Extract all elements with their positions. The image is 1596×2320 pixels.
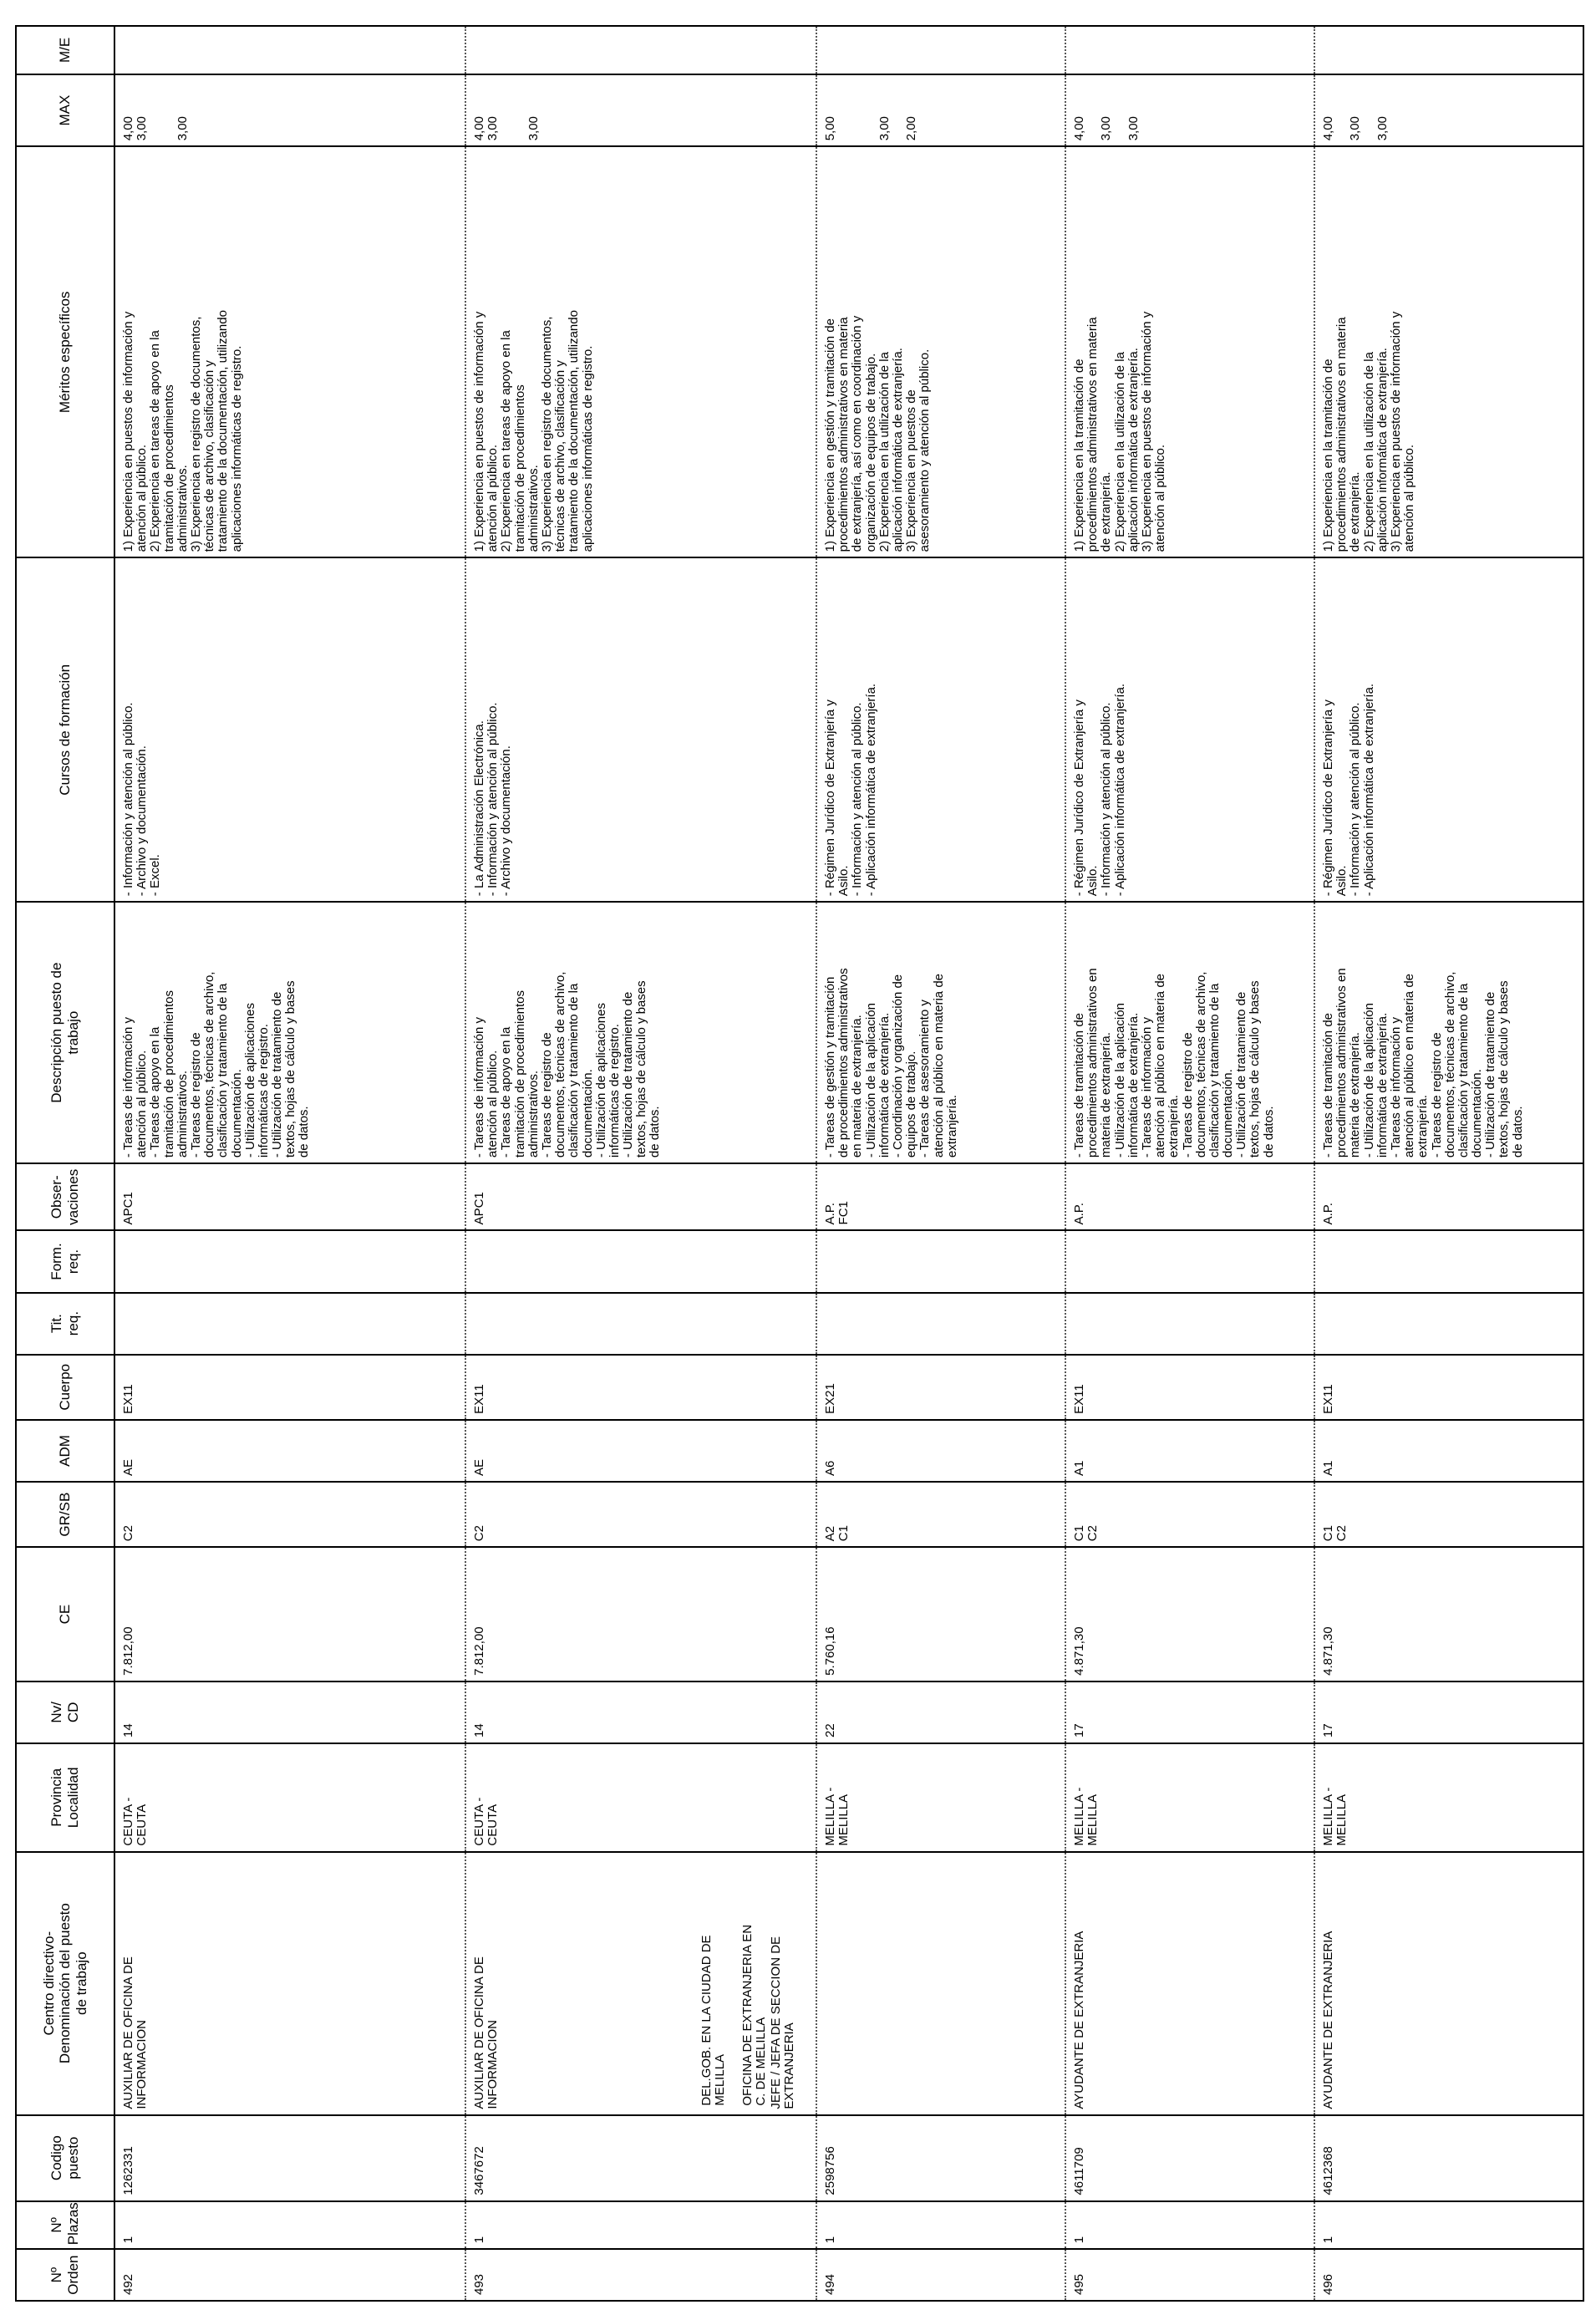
header-adm: ADM <box>16 1420 114 1482</box>
header-row <box>16 26 114 2301</box>
cell-nivel: 14 <box>114 1681 465 1743</box>
cell-cursos: - La Administración Electrónica. - Información y atención al público. - Archivo y documentación. <box>465 557 816 902</box>
cell-obs: APC1 <box>114 1163 465 1230</box>
cell-cuerpo: EX11 <box>1065 1355 1314 1420</box>
cell-centro <box>114 1852 465 2115</box>
cell-descripcion: - Tareas de información y atención al público. - Tareas de apoyo en la tramitación de procedimientos administrativos. - Tareas de registro de documentos, técnicas de archivo, clasificación y tratamiento de la documentación. - Utilización de aplicaciones informáticas de registro. - Utilización de tratamiento de textos, hojas de cálculo y bases de datos. <box>114 902 465 1163</box>
job-positions-table <box>15 25 1584 2302</box>
cell-max: 4,00 3,00 3,00 <box>465 74 816 146</box>
cell-adm: A1 <box>1314 1420 1583 1482</box>
cell-adm: A6 <box>816 1420 1065 1482</box>
cell-cursos: - Régimen Jurídico de Extranjería y Asilo. - Información y atención al público. - Aplicación informática de extranjería. <box>816 557 1065 902</box>
cell-ce: 4.871,30 <box>1065 1547 1314 1681</box>
cell-cursos: - Régimen Jurídico de Extranjería y Asilo. - Información y atención al público. - Aplicación informática de extranjería. <box>1314 557 1583 902</box>
cell-meritos: 1) Experiencia en puestos de información y atención al público. 2) Experiencia en tareas de apoyo en la tramitación de procedimientos administrativos. 3) Experiencia en registro de documentos, técnicas de archivo, clasificación y tratamiento de la documentación, utilizando aplicaciones informáticas de registro. <box>114 146 465 557</box>
cell-tit <box>816 1293 1065 1355</box>
cell-tit <box>114 1293 465 1355</box>
cell-centro <box>1065 1852 1314 2115</box>
cell-me <box>465 26 816 74</box>
cell-nivel: 14 <box>465 1681 816 1743</box>
table-row <box>114 26 465 2301</box>
header-obs: Obser- vaciones <box>16 1163 114 1230</box>
centro-name: AUXILIAR DE OFICINA DE INFORMACION <box>472 1956 501 2109</box>
cell-tit <box>1314 1293 1583 1355</box>
cell-codigo: 4612368 <box>1314 2115 1583 2201</box>
cell-orden: 493 <box>465 2249 816 2301</box>
cell-provincia: CEUTA - CEUTA <box>465 1743 816 1852</box>
cell-ce: 5.760,16 <box>816 1547 1065 1681</box>
header-form: Form. req. <box>16 1230 114 1292</box>
table-row <box>1065 26 1314 2301</box>
cell-grsb: C1 C2 <box>1314 1482 1583 1547</box>
cell-ce: 7.812,00 <box>114 1547 465 1681</box>
cell-provincia: MELILLA - MELILLA <box>816 1743 1065 1852</box>
header-provincia: Provincia Localidad <box>16 1743 114 1852</box>
cell-obs: A.P. <box>1314 1163 1583 1230</box>
cell-codigo: 4611709 <box>1065 2115 1314 2201</box>
cell-provincia: MELILLA - MELILLA <box>1065 1743 1314 1852</box>
cell-codigo: 1262331 <box>114 2115 465 2201</box>
cell-form <box>114 1230 465 1292</box>
header-tit: Tit. req. <box>16 1293 114 1355</box>
cell-nivel: 17 <box>1314 1681 1583 1743</box>
cell-descripcion: - Tareas de tramitación de procedimientos administrativos en materia de extranjería. - Utilización de la aplicación informática de extranjería. - Tareas de información y atención al público en materia de extranjería. - Tareas de registro de documentos, técnicas de archivo, clasificación y tratamiento de la documentación. - Utilización de tratamiento de textos, hojas de cálculo y bases de datos. <box>1314 902 1583 1163</box>
header-max: MAX <box>16 74 114 146</box>
header-descripcion: Descripción puesto de trabajo <box>16 902 114 1163</box>
cell-max: 5,00 3,00 2,00 <box>816 74 1065 146</box>
cell-cuerpo: EX11 <box>465 1355 816 1420</box>
cell-orden: 495 <box>1065 2249 1314 2301</box>
cell-centro <box>1314 1852 1583 2115</box>
cell-descripcion: - Tareas de gestión y tramitación de procedimientos administrativos en materia de extranjería. - Utilización de la aplicación informática de extranjería. - Coordinación y organización de equipos de trabajo. - Tareas de asesoramiento y atención al público en materia de extranjería. <box>816 902 1065 1163</box>
cell-adm: A1 <box>1065 1420 1314 1482</box>
cell-me <box>1065 26 1314 74</box>
cell-codigo: 3467672 <box>465 2115 816 2201</box>
header-cursos: Cursos de formación <box>16 557 114 902</box>
table-row <box>1314 26 1583 2301</box>
centro-unit: DEL.GOB. EN LA CIUDAD DE MELILLA OFICINA DE EXTRANJERIA EN C. DE MELILLA <box>699 1924 768 2106</box>
cell-form <box>1314 1230 1583 1292</box>
cell-plazas: 1 <box>1065 2201 1314 2250</box>
centro-name: AYUDANTE DE EXTRANJERIA <box>1321 1931 1335 2109</box>
cell-obs: A.P. FC1 <box>816 1163 1065 1230</box>
cell-orden: 494 <box>816 2249 1065 2301</box>
cell-ce: 4.871,30 <box>1314 1547 1583 1681</box>
cell-me <box>1314 26 1583 74</box>
cell-cuerpo: EX11 <box>1314 1355 1583 1420</box>
cell-centro <box>699 1852 1065 2115</box>
header-meritos: Méritos específicos <box>16 146 114 557</box>
cell-cursos: - Régimen Jurídico de Extranjería y Asilo. - Información y atención al público. - Aplicación informática de extranjería. <box>1065 557 1314 902</box>
header-nivel: Nv/ CD <box>16 1681 114 1743</box>
cell-me <box>816 26 1065 74</box>
table-row <box>816 26 1065 2301</box>
cell-codigo: 2598756 <box>816 2115 1065 2201</box>
cell-orden: 492 <box>114 2249 465 2301</box>
cell-tit <box>1065 1293 1314 1355</box>
cell-orden: 496 <box>1314 2249 1583 2301</box>
cell-max: 4,00 3,00 3,00 <box>1314 74 1583 146</box>
cell-obs: APC1 <box>465 1163 816 1230</box>
cell-meritos: 1) Experiencia en gestión y tramitación de procedimientos administrativos en materia de extranjería, así como en coordinación y organización de equipos de trabajo. 2) Experiencia en la utilización de la aplicación informática de extranjería. 3) Experiencia en puestos de asesoramiento y atención al público. <box>816 146 1065 557</box>
cell-obs: A.P. <box>1065 1163 1314 1230</box>
cell-grsb: C1 C2 <box>1065 1482 1314 1547</box>
cell-grsb: A2 C1 <box>816 1482 1065 1547</box>
cell-form <box>465 1230 816 1292</box>
cell-provincia: MELILLA - MELILLA <box>1314 1743 1583 1852</box>
cell-descripcion: - Tareas de tramitación de procedimientos administrativos en materia de extranjería. - Utilización de la aplicación informática de extranjería. - Tareas de información y atención al público en materia de extranjería. - Tareas de registro de documentos, técnicas de archivo, clasificación y tratamiento de la documentación. - Utilización de tratamiento de textos, hojas de cálculo y bases de datos. <box>1065 902 1314 1163</box>
centro-name: AUXILIAR DE OFICINA DE INFORMACION <box>121 1956 150 2109</box>
header-orden: Nº Orden <box>16 2249 114 2301</box>
cell-provincia: CEUTA - CEUTA <box>114 1743 465 1852</box>
cell-grsb: C2 <box>114 1482 465 1547</box>
cell-plazas: 1 <box>1314 2201 1583 2250</box>
header-codigo: Codigo puesto <box>16 2115 114 2201</box>
cell-form <box>816 1230 1065 1292</box>
cell-plazas: 1 <box>816 2201 1065 2250</box>
cell-adm: AE <box>114 1420 465 1482</box>
cell-max: 4,00 3,00 3,00 <box>114 74 465 146</box>
cell-meritos: 1) Experiencia en puestos de información y atención al público. 2) Experiencia en tareas de apoyo en la tramitación de procedimientos administrativos. 3) Experiencia en registro de documentos, técnicas de archivo, clasificación y tratamiento de la documentación, utilizando aplicaciones informáticas de registro. <box>465 146 816 557</box>
cell-cuerpo: EX11 <box>114 1355 465 1420</box>
header-grsb: GR/SB <box>16 1482 114 1547</box>
cell-nivel: 22 <box>816 1681 1065 1743</box>
cell-meritos: 1) Experiencia en la tramitación de procedimientos administrativos en materia de extranjería. 2) Experiencia en la utilización de la aplicación informática de extranjería. 3) Experiencia en puestos de información y atención al público. <box>1065 146 1314 557</box>
centro-name: JEFE / JEFA DE SECCION DE EXTRANJERIA <box>768 1936 797 2109</box>
cell-max: 4,00 3,00 3,00 <box>1065 74 1314 146</box>
cell-meritos: 1) Experiencia en la tramitación de procedimientos administrativos en materia de extranjería. 2) Experiencia en la utilización de la aplicación informática de extranjería. 3) Experiencia en puestos de información y atención al público. <box>1314 146 1583 557</box>
cell-me <box>114 26 465 74</box>
cell-nivel: 17 <box>1065 1681 1314 1743</box>
cell-form <box>1065 1230 1314 1292</box>
cell-tit <box>465 1293 816 1355</box>
cell-plazas: 1 <box>465 2201 816 2250</box>
cell-descripcion: - Tareas de información y atención al público. - Tareas de apoyo en la tramitación de procedimientos administrativos. - Tareas de registro de documentos, técnicas de archivo, clasificación y tratamiento de la documentación. - Utilización de aplicaciones informáticas de registro. - Utilización de tratamiento de textos, hojas de cálculo y bases de datos. <box>465 902 816 1163</box>
cell-cursos: - Información y atención al público. - Archivo y documentación. - Excel. <box>114 557 465 902</box>
header-plazas: Nº Plazas <box>16 2201 114 2250</box>
header-centro: Centro directivo- Denominación del puesto de trabajo <box>16 1852 114 2115</box>
header-cuerpo: Cuerpo <box>16 1355 114 1420</box>
centro-name: AYUDANTE DE EXTRANJERIA <box>1072 1931 1086 2109</box>
header-me: M/E <box>16 26 114 74</box>
cell-ce: 7.812,00 <box>465 1547 816 1681</box>
cell-plazas: 1 <box>114 2201 465 2250</box>
header-ce: CE <box>16 1547 114 1681</box>
cell-grsb: C2 <box>465 1482 816 1547</box>
cell-cuerpo: EX21 <box>816 1355 1065 1420</box>
cell-adm: AE <box>465 1420 816 1482</box>
